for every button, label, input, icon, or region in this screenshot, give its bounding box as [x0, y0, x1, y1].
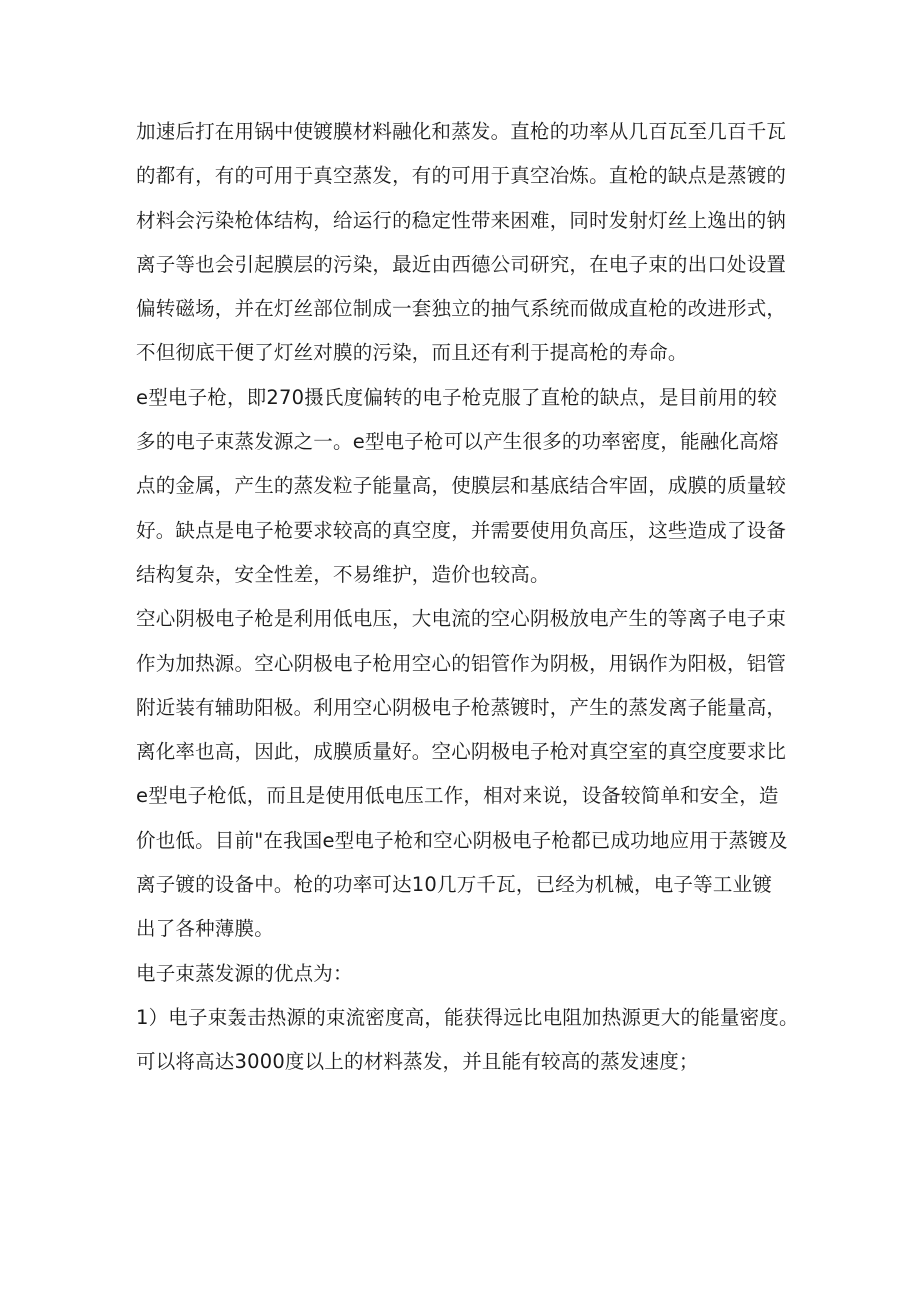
text-line: 结构复杂，安全性差，不易维护，造价也较高。: [136, 562, 550, 586]
text-line: 多的电子束蒸发源之一。e型电子枪可以产生很多的功率密度，能融化高熔: [136, 430, 779, 454]
text-line: 电子束蒸发源的优点为：: [136, 961, 353, 985]
paragraph-straight-gun: [136, 110, 796, 376]
text-line: e型电子枪低，而且是使用低电压工作，相对来说，设备较简单和安全，造: [136, 784, 779, 808]
paragraph-advantages-heading: [136, 952, 796, 996]
paragraph-hollow-cathode-gun: [136, 597, 796, 951]
text-line: 价也低。目前"在我国e型电子枪和空心阴极电子枪都已成功地应用于蒸镀及: [136, 828, 788, 852]
text-line: 可以将高达3000度以上的材料蒸发，并且能有较高的蒸发速度；: [136, 1050, 699, 1074]
text-line: 离子镀的设备中。枪的功率可达10几万千瓦，已经为机械，电子等工业镀: [136, 873, 772, 897]
text-line: e型电子枪，即270摄氏度偏转的电子枪克服了直枪的缺点，是目前用的较: [136, 385, 778, 409]
text-line: 附近装有辅助阳极。利用空心阴极电子枪蒸镀时，产生的蒸发离子能量高，: [136, 695, 787, 719]
text-line: 材料会污染枪体结构，给运行的稳定性带来困难，同时发射灯丝上逸出的钠: [136, 208, 787, 232]
text-line: 不但彻底干便了灯丝对膜的污染，而且还有利于提高枪的寿命。: [136, 341, 688, 365]
text-line: 空心阴极电子枪是利用低电压，大电流的空心阴极放电产生的等离子电子束: [136, 607, 787, 631]
paragraph-advantage-1: [136, 996, 799, 1085]
text-line: 点的金属，产生的蒸发粒子能量高，使膜层和基底结合牢固，成膜的质量较: [136, 474, 787, 498]
text-line: 偏转磁场，并在灯丝部位制成一套独立的抽气系统而做成直枪的改进形式，: [136, 297, 787, 321]
text-line: 离子等也会引起膜层的污染，最近由西德公司研究，在电子束的出口处设置: [136, 252, 787, 276]
text-line: 加速后打在用锅中使镀膜材料融化和蒸发。直枪的功率从几百瓦至几百千瓦: [136, 120, 787, 143]
text-line: 离化率也高，因此，成膜质量好。空心阴极电子枪对真空室的真空度要求比: [136, 740, 787, 764]
text-line: 1）电子束轰击热源的束流密度高，能获得远比电阻加热源更大的能量密度。: [136, 1005, 799, 1029]
text-line: 的都有，有的可用于真空蒸发，有的可用于真空冶炼。直枪的缺点是蒸镀的: [136, 164, 787, 188]
document-body: [136, 110, 799, 1085]
paragraph-e-type-gun: [136, 376, 796, 597]
text-line: 作为加热源。空心阴极电子枪用空心的铝管作为阴极，用锅作为阳极，铝管: [136, 651, 787, 675]
text-line: 好。缺点是电子枪要求较高的真空度，并需要使用负高压，这些造成了设备: [136, 518, 787, 542]
text-line: 出了各种薄膜。: [136, 917, 274, 941]
